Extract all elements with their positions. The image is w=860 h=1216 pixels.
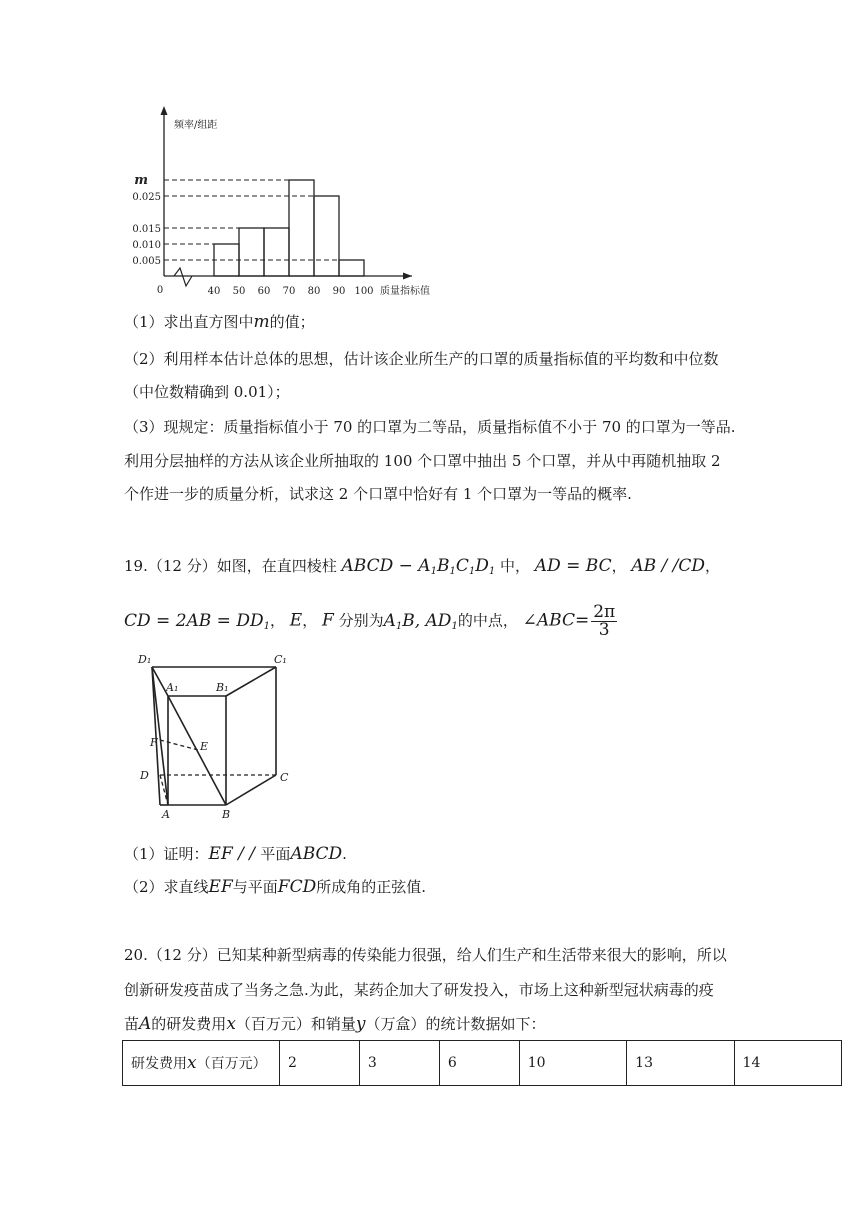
m-variable: m xyxy=(253,312,270,332)
line-ef: EF xyxy=(208,877,233,897)
histogram-bar xyxy=(314,196,339,276)
cond-ab-parallel-cd: AB / /CD xyxy=(631,556,706,576)
label-e: E xyxy=(200,740,209,753)
origin-label: 0 xyxy=(156,285,164,296)
q18-part1 xyxy=(124,311,315,333)
y-axis-title: 频率/组距 xyxy=(174,120,218,131)
plane-word: 平面 xyxy=(260,845,291,863)
point-e: E xyxy=(289,610,303,631)
q20-l3b: 的研发费用 xyxy=(151,1015,227,1033)
q20-line3 xyxy=(124,1013,546,1035)
histogram-bar xyxy=(264,228,289,276)
label-c1: C₁ xyxy=(274,653,287,666)
q18-part1-text: （1）求出直方图中 xyxy=(124,313,254,331)
q20-line1: 20.（12 分）已知某种新型病毒的传染能力很强，给人们生产和生活带来很大的影响，所以 xyxy=(124,946,727,964)
edge-c1b1 xyxy=(226,667,276,696)
prism-base: ABCD − A xyxy=(341,556,431,576)
cond-cd-text: CD = 2AB = DD xyxy=(124,610,264,631)
midpoint-a: A xyxy=(383,610,396,631)
q19-line2 xyxy=(124,604,619,639)
header-pre: 研发费用 xyxy=(131,1056,187,1072)
q19-part1-pre: （1）证明： xyxy=(124,845,209,863)
table-cell: 6 xyxy=(439,1041,519,1086)
x-tick-label: 80 xyxy=(307,286,321,297)
x-tick-label: 50 xyxy=(232,286,246,297)
q18-part2-line1: （2）利用样本估计总体的思想，估计该企业所生产的口罩的质量指标值的平均数和中位数 xyxy=(124,350,719,368)
cond-cd: CD = $2AB = DD_1$ xyxy=(124,610,270,632)
histogram-bar xyxy=(239,228,264,276)
y-tick-label: 0.005 xyxy=(132,256,161,267)
histogram-bar xyxy=(339,260,364,276)
comma-1: ， xyxy=(611,557,627,575)
line-a1b xyxy=(168,696,226,805)
var-y: y xyxy=(355,1014,366,1034)
comma-2: ， xyxy=(705,557,721,575)
comma-3: ， xyxy=(269,611,285,630)
prism-name: ABCD − $A_1B_1C_1D_1$ xyxy=(341,556,496,577)
q19-part2-end: 所成角的正弦值. xyxy=(316,878,426,896)
plane-fcd: FCD xyxy=(277,877,317,897)
frac-numerator: 2π xyxy=(593,602,616,622)
frac-denominator: 3 xyxy=(598,620,610,640)
x-axis-arrow xyxy=(403,273,412,280)
label-d1: D₁ xyxy=(138,653,152,666)
q18-part3-line1: （3）现规定：质量指标值小于 70 的口罩为二等品，质量指标值不小于 70 的口罩为一等品. xyxy=(124,418,736,436)
comma-4: ， xyxy=(302,611,318,630)
ef-parallel: EF / / xyxy=(208,844,261,864)
q19-part2 xyxy=(124,876,426,898)
vaccine-a: A xyxy=(139,1014,152,1034)
y-tick-label: 0.010 xyxy=(132,240,161,251)
y-axis-arrow xyxy=(161,106,168,115)
point-f: F xyxy=(321,610,334,631)
q20-line2: 创新研发疫苗成了当务之急.为此，某药企加大了研发投入，市场上这种新型冠状病毒的疫 xyxy=(124,981,714,999)
q19-zhong: 中， xyxy=(500,557,531,575)
table-header-cell xyxy=(123,1041,280,1086)
histogram-bar xyxy=(214,244,239,276)
label-b: B xyxy=(222,808,231,821)
q18-part3-line3: 个作进一步的质量分析，试求这 2 个口罩中恰好有 1 个口罩为一等品的概率. xyxy=(124,485,632,503)
prism-figure xyxy=(136,650,296,822)
cond-ad-bc: AD = BC xyxy=(534,556,612,576)
q20-l3a: 苗 xyxy=(124,1015,140,1033)
header-var: x xyxy=(187,1053,197,1073)
midpoint-segments: $A_1B$, $AD_1$ xyxy=(383,610,458,632)
q19-fenbie: 分别为 xyxy=(338,611,384,630)
table-row xyxy=(123,1041,842,1086)
prism-hidden-edges xyxy=(160,740,276,805)
label-b1: B₁ xyxy=(216,681,229,694)
label-a: A xyxy=(162,808,170,821)
header-unit: （百万元） xyxy=(196,1056,267,1072)
q19-line1 xyxy=(124,555,720,583)
q18-part2-line2: （中位数精确到 0.01）； xyxy=(124,383,290,401)
label-d: D xyxy=(140,769,149,782)
table-cell: 3 xyxy=(359,1041,439,1086)
y-tick-label: 0.015 xyxy=(132,224,161,235)
angle-fraction xyxy=(591,604,617,639)
x-tick-label: 60 xyxy=(257,286,271,297)
table-cell: 10 xyxy=(519,1041,626,1086)
table-cell: 14 xyxy=(734,1041,841,1086)
q20-l3d: （万盒）的统计数据如下： xyxy=(365,1015,546,1033)
q18-part3-line2: 利用分层抽样的方法从该企业所抽取的 100 个口罩中抽出 5 个口罩，并从中再随机抽取 2 xyxy=(124,452,721,470)
q19-head: 19.（12 分）如图，在直四棱柱 xyxy=(124,557,337,575)
q19-zhongdian: 的中点， xyxy=(457,611,518,630)
label-c: C xyxy=(280,771,289,784)
histogram-bar xyxy=(289,180,314,276)
q19-part2-pre: （2）求直线 xyxy=(124,878,209,896)
table-cell: 2 xyxy=(280,1041,360,1086)
table-cell: 13 xyxy=(627,1041,734,1086)
x-axis-title: 质量指标值 xyxy=(380,286,430,297)
axis-break xyxy=(174,268,192,286)
x-tick-label: 40 xyxy=(207,286,221,297)
data-table xyxy=(122,1040,842,1086)
q18-part1-end: 的值； xyxy=(269,313,315,331)
var-x: x xyxy=(226,1014,236,1034)
label-a1: A₁ xyxy=(166,681,179,694)
y-tick-label: 0.025 xyxy=(132,192,161,203)
label-f: F xyxy=(150,736,158,749)
edge-bc xyxy=(226,775,276,805)
plane-abcd: ABCD xyxy=(290,844,343,864)
x-tick-label: 70 xyxy=(282,286,296,297)
q19-part2-mid: 与平面 xyxy=(232,878,278,896)
q19-part1: （1）证明：EF / / 平面ABCD. xyxy=(124,844,347,864)
angle-abc: ∠ABC= xyxy=(522,610,590,631)
x-tick-label: 100 xyxy=(354,286,374,297)
x-tick-label: 90 xyxy=(332,286,346,297)
frequency-histogram xyxy=(120,100,450,300)
q20-l3c: （百万元）和销量 xyxy=(235,1015,356,1033)
y-tick-label: m xyxy=(134,173,148,188)
